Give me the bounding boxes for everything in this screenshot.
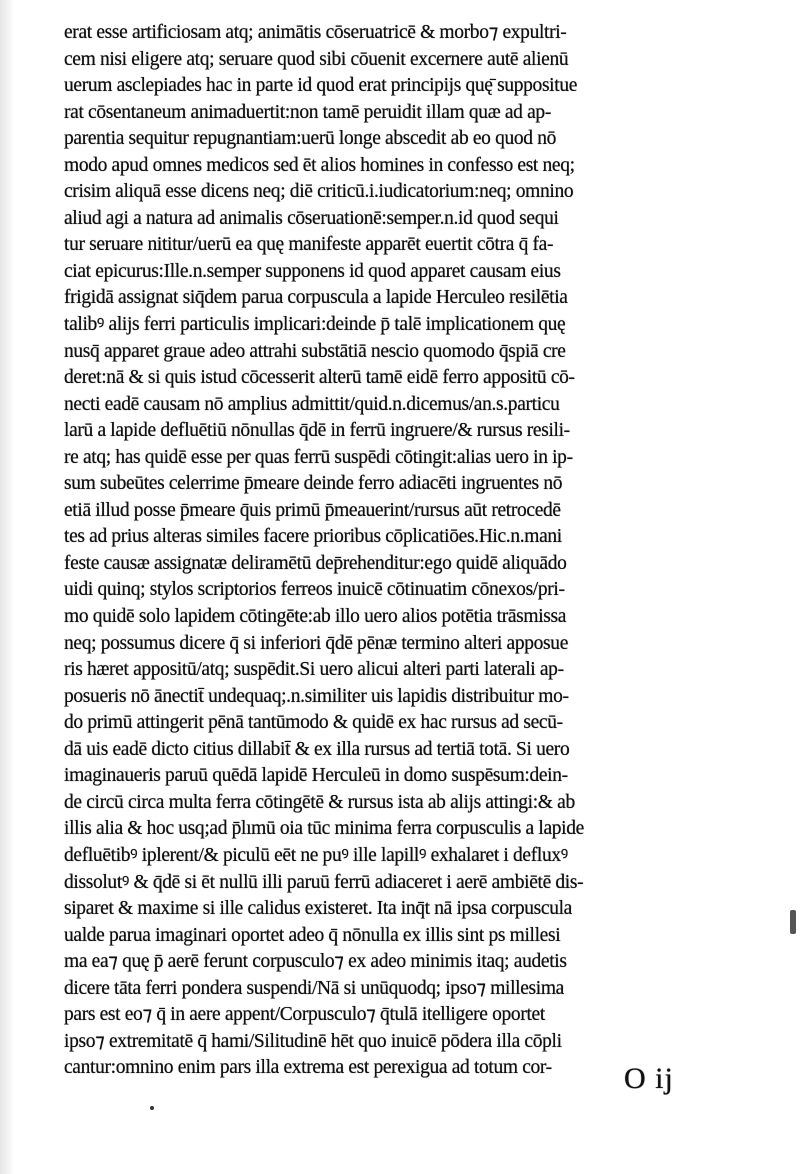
text-line: de circū circa multa ferra cōtingētē & rursus ista ab alijs attingi:& ab	[64, 791, 575, 813]
text-line: ma ea⁊ quę p̄ aerē ferunt corpusculo⁊ ex adeo minimis itaq; audetis	[64, 951, 567, 973]
body-text	[64, 20, 744, 1082]
text-line: deret:nā & si quis istud cōcesserit alterū tamē eidē ferro appositū cō-	[64, 367, 575, 389]
text-line: sum subeūtes celerrime p̄meare deinde ferro adiacēti ingruentes nō	[64, 473, 563, 495]
text-line: do primū attingerit pēnā tantūmodo & quidē ex hac rursus ad secū-	[64, 712, 563, 734]
text-line: nusq̄ apparet graue adeo attrahi substātiā nescio quomodo q̄spiā cre	[64, 340, 566, 362]
text-line: feste causæ assignatæ deliramētū dep̄rehenditur:ego quidē aliquādo	[64, 552, 567, 574]
text-line: tur seruare nititur/uerū ea quę manifeste apparēt euertit cōtra q̄ fa-	[64, 234, 554, 256]
text-line: talibꝰ alijs ferri particulis implicari:deinde p̄ talē implicationem quę	[64, 314, 566, 336]
text-line: ciat epicurus:Ille.n.semper supponens id quod apparet causam eius	[64, 260, 561, 282]
text-line: illis alia & hoc usq;ad p̄lımū oia tūc minima ferra corpusculis a lapide	[64, 818, 584, 840]
text-line: dā uis eadē dicto citius dillabit̄ & ex illa rursus ad tertiā totā. Si uero	[64, 738, 570, 760]
text-line: siparet & maxime si ille calidus existeret. Ita inq̄t nā ipsa corpuscula	[64, 898, 572, 920]
text-line: necti eadē causam nō amplius admittit/quid.n.dicemus/an.s.particu	[64, 393, 560, 415]
text-line: posueris nō ānectit̄ undequaq;.n.similiter uis lapidis distribuitur mo-	[64, 685, 569, 707]
text-line: erat esse artificiosam atq; animātis cōseruatricē & morbo⁊ expultri-	[64, 22, 567, 43]
text-line: dicere tāta ferri pondera suspendi/Nā si unūquodq; ipso⁊ millesima	[64, 977, 564, 999]
text-line: cem nisi eligere atq; seruare quod sibi cōuenit excernere autē alienū	[64, 48, 569, 70]
text-line: tes ad prius alteras similes facere prioribus cōplicatiōes.Hic.n.mani	[64, 526, 562, 548]
ink-speck	[150, 1106, 154, 1110]
signature-mark: O ij	[624, 1062, 674, 1095]
text-line: ualde parua imaginari oportet adeo q̄ nōnulla ex illis sint ps millesi	[64, 924, 561, 946]
text-line: re atq; has quidē esse per quas ferrū suspēdi cōtingit:alias uero in ip-	[64, 446, 573, 468]
text-line: aliud agi a natura ad animalis cōseruationē:semper.n.id quod sequi	[64, 207, 559, 229]
text-line: larū a lapide defluētiū nōnullas q̄dē in ferrū ingruere/& rursus resili-	[64, 420, 570, 442]
text-line: ris hæret appositū/atq; suspēdit.Si uero alicui alteri parti laterali ap-	[64, 659, 564, 681]
text-line: crisim aliquā esse dicens neq; diē criticū.i.iudicatorium:neq; omnino	[64, 181, 574, 203]
text-line: neq; possumus dicere q̄ si inferiori q̄dē pēnæ termino alteri apposue	[64, 632, 569, 654]
text-line: dissolutꝰ & q̄dē si ēt nullū illi paruū ferrū adiaceret i aerē ambiētē dis-	[64, 871, 584, 893]
text-line: uerum asclepiades hac in parte id quod erat principijs quę̄ suppositue	[64, 75, 578, 97]
text-line: mo quidē solo lapidem cōtingēte:ab illo uero alios potētia trāsmissa	[64, 606, 567, 628]
text-line: pars est eo⁊ q̄ in aere appent/Corpusculo⁊ q̄tulā itelligere oportet	[64, 1004, 545, 1026]
text-line: ipso⁊ extremitatē q̄ hami/Silitudinē hēt quo inuicē pōdera illa cōpli	[64, 1030, 562, 1052]
text-line: defluētibꝰ iplerent/& piculū eēt ne puꝰ ille lapillꝰ exhalaret i defluxꝰ	[64, 844, 568, 866]
edge-mark	[790, 910, 796, 934]
text-line: etiā illud posse p̄meare q̄uis primū p̄meauerint/rursus aūt retrocedē	[64, 499, 561, 521]
text-line: modo apud omnes medicos sed ēt alios homines in confesso est neq;	[64, 154, 575, 176]
text-line: rat cōsentaneum animaduertit:non tamē peruidit illam quæ ad ap-	[64, 101, 551, 123]
text-line: imaginaueris paruū quēdā lapidē Herculeū in domo suspēsum:dein-	[64, 765, 568, 787]
text-line: uidi quinq; stylos scriptorios ferreos inuicē cōtinuatim cōnexos/pri-	[64, 579, 565, 601]
text-line: parentia sequitur repugnantiam:uerū longe abscedit ab eo quod nō	[64, 128, 557, 150]
text-line: frigidā assignat siq̄dem parua corpuscula a lapide Herculeo resilētia	[64, 287, 568, 309]
text-line: cantur:omnino enim pars illa extrema est perexigua ad totum cor-	[64, 1057, 552, 1079]
